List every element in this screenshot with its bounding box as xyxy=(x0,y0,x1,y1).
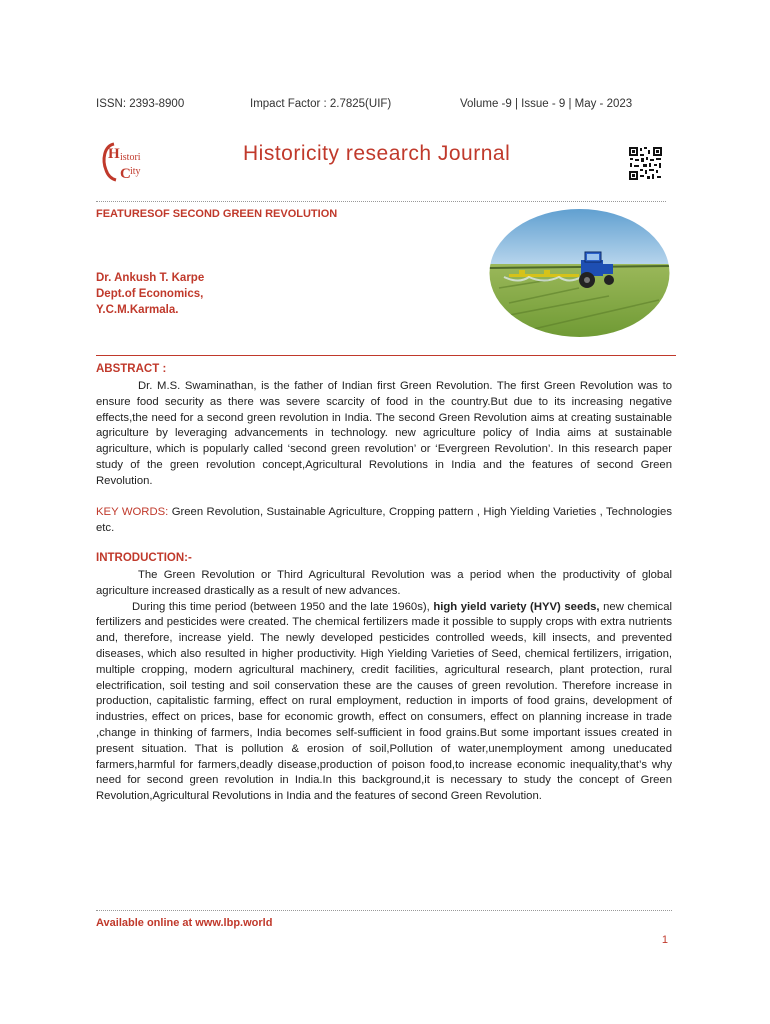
keywords-text: Green Revolution, Sustainable Agriculture, Cropping pattern , High Yielding Varieties , Technologies etc. xyxy=(96,506,672,534)
abstract-text: Dr. M.S. Swaminathan, is the father of Indian first Green Revolution. The first Green Revolution was to ensure food security as there was severe scarcity of food in the country.But due to its increasing negative effects,the need for a second green revolution in India. The second Green Revolution aims at creating sustainable agriculture by leveraging advancements in technology. new agriculture policy of India aims at sustainable agriculture, which is popularly called ‘second green revolution’ or ‘Evergreen Revolution’. In this research paper study of the green revolution concept,Agricultural Revolutions in India and the features of second Green Revolution. xyxy=(96,380,672,487)
intro-paragraph-2 xyxy=(96,600,672,805)
author-institution: Y.C.M.Karmala. xyxy=(96,304,179,316)
article-title: FEATURESOF SECOND GREEN REVOLUTION xyxy=(96,208,338,220)
footer-divider xyxy=(96,910,672,911)
logo-text-top: istori xyxy=(120,152,141,163)
tractor-field-image xyxy=(489,208,670,338)
abstract-divider xyxy=(96,355,676,356)
abstract-body xyxy=(96,379,672,490)
impact-factor-text: Impact Factor : 2.7825(UIF) xyxy=(250,98,392,110)
journal-title: Historicity research Journal xyxy=(243,142,511,165)
footer-available-online: Available online at www.lbp.world xyxy=(96,917,273,929)
logo-text-bottom: ity xyxy=(130,166,141,177)
svg-text:H: H xyxy=(108,146,120,162)
header-divider xyxy=(96,201,666,202)
introduction-heading: INTRODUCTION:- xyxy=(96,552,192,564)
svg-text:C: C xyxy=(120,166,131,182)
keywords-label: KEY WORDS: xyxy=(96,506,169,518)
intro-p2-start: During this time period (between 1950 and the late 1960s), xyxy=(132,600,434,613)
intro-paragraph-1: The Green Revolution or Third Agricultural Revolution was a period when the productivity of global agriculture increased drastically as a result of new advances. xyxy=(96,569,672,597)
volume-issue-text: Volume -9 | Issue - 9 | May - 2023 xyxy=(460,98,633,110)
author-department: Dept.of Economics, xyxy=(96,288,204,300)
introduction-body xyxy=(96,568,672,805)
issn-text: ISSN: 2393-8900 xyxy=(96,98,185,110)
abstract-heading: ABSTRACT : xyxy=(96,363,167,375)
page-number: 1 xyxy=(661,934,668,946)
intro-p2-rest: new chemical fertilizers and pesticides were created. The chemical fertilizers made it possible to supply crops with extra nutrients and, therefore, increase yield. The newly developed pesticides controlled weeds, kill insects, and prevented diseases, which also resulted in higher productivity. High Yielding Varieties of Seed, chemical fertilizers, irrigation, multiple cropping, modern agricultural machinery, credit facilities, agricultural research, plant protection, rural electrification, soil testing and soil conservation these are the causes of green revolution. Therefore increase in production, capitalistic farming, effect on rural employment, reduction in imports of food grains, development of industries, effect on prices, base for economic growth, effect on consumers, effect on planning increase in trade ,change in thinking of farmers, India becomes self-sufficient in food grains.But some important issues created in present situation. That is pollution & erosion of soil,Pollution of water,unemployment among uneducated farmers,harmful for farmers,deadly disease,production of poison food,to increase economic inequality,that’s why need for second green revolution in India.In this background,it is necessary to study the concept of Green Revolution,Agricultural Revolutions in India and the features of second Green Revolution. xyxy=(96,600,672,803)
qr-code-icon xyxy=(628,146,663,181)
intro-p2-bold: high yield variety (HYV) seeds, xyxy=(433,600,600,613)
keywords-block xyxy=(96,505,672,537)
author-name: Dr. Ankush T. Karpe xyxy=(96,272,205,284)
